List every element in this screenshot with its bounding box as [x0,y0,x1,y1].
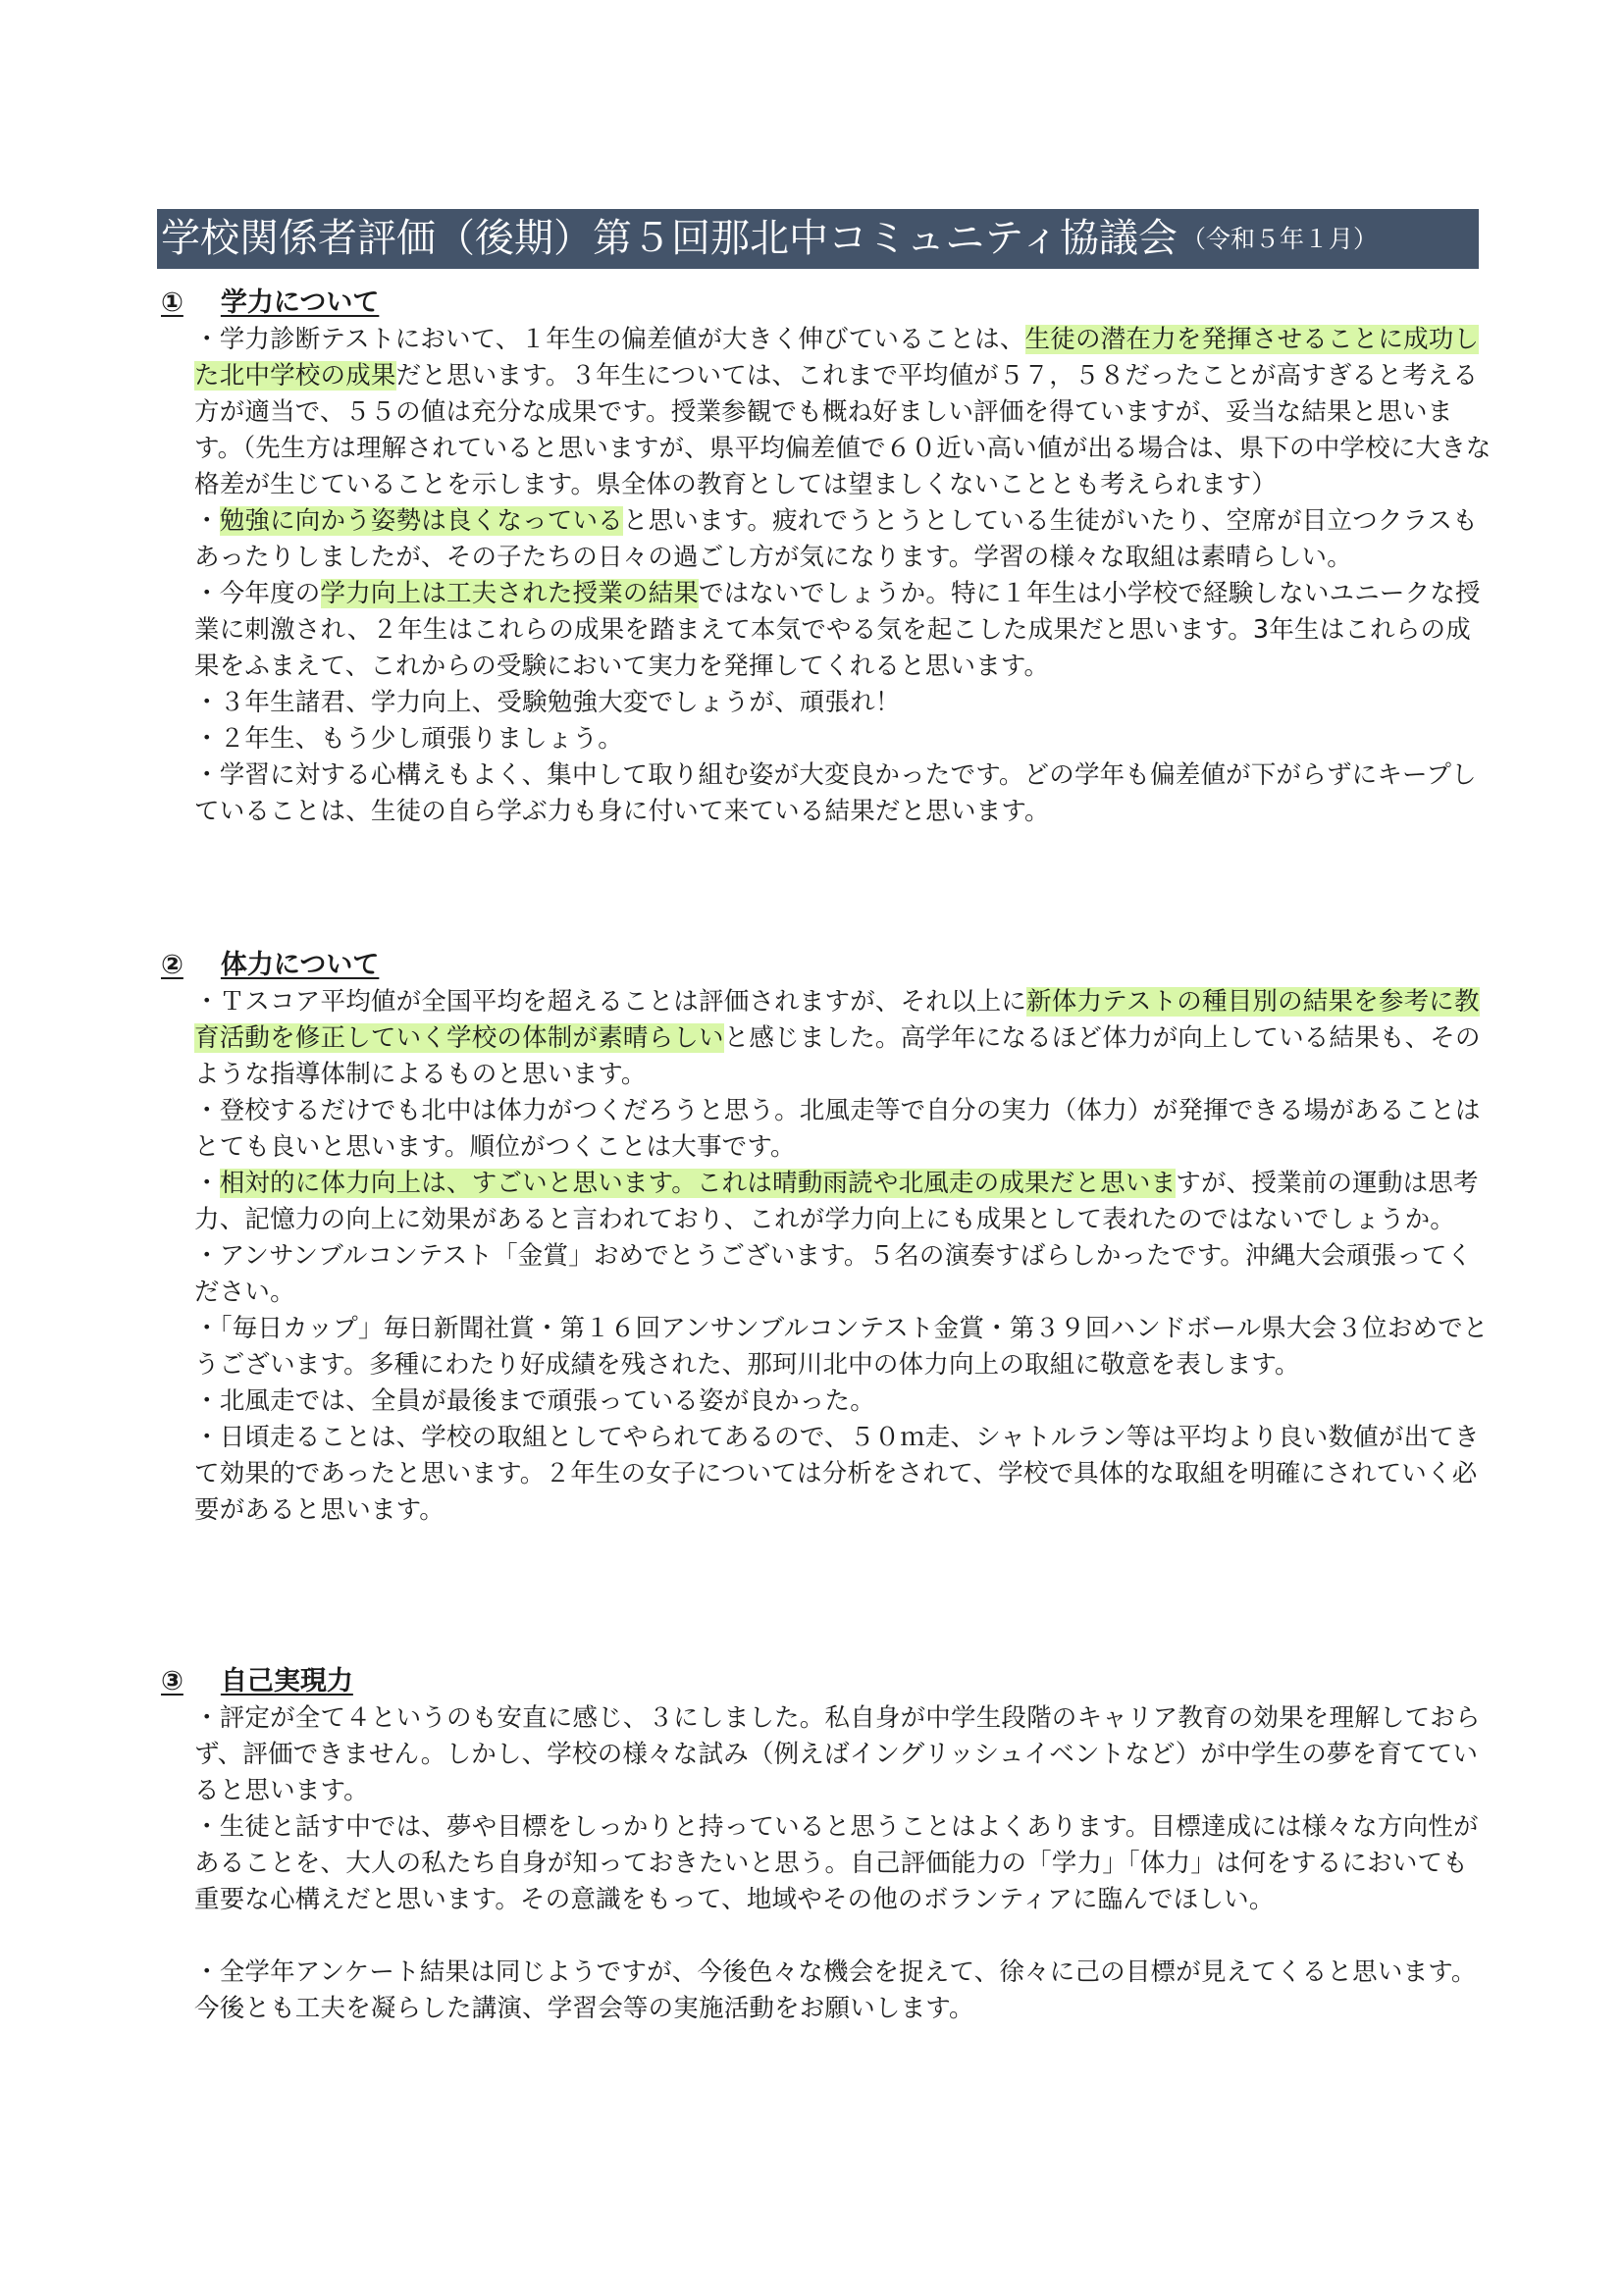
comment-text: ・アンサンブルコンテスト「金賞」おめでとうございます。５名の演奏すばらしかったです。沖縄大会頑張ってください。 [194,1241,1473,1307]
comment-item [157,757,1492,830]
comment-text: ・日頃走ることは、学校の取組としてやられてあるので、５０ｍ走、シャトルラン等は平均より良い数値が出てきて効果的であったと思います。２年生の女子については分析をされて、学校で具体的な取組を明確にされていく必要があると思います。 [194,1423,1480,1525]
comment-text: ・「毎日カップ」毎日新聞社賞・第１６回アンサンブルコンテスト金賞・第３９回ハンドボール県大会３位おめでとうございます。多種にわたり好成績を残された、那珂川北中の体力向上の取組に敬意を表します。 [194,1314,1489,1380]
comment-item [157,721,1492,757]
comment-list [157,1700,1492,2027]
comment-text: すが、授業前の運動は思考力、記憶力の向上に効果があると言われており、これが学力向上にも成果として表れたのではないでしょうか。 [194,1169,1479,1234]
highlighted-text: 勉強に向かう姿勢は良くなっている [219,506,623,536]
comment-list [157,984,1492,1529]
comment-text: ・Ｔスコア平均値が全国平均を超えることは評価されますが、それ以上に [194,987,1027,1017]
comment-item [157,576,1492,685]
comment-item [157,984,1492,1093]
comment-item [157,322,1492,503]
section-title: 学力について [220,287,380,318]
comment-item [157,503,1492,576]
comment-item [157,1166,1492,1238]
section-physical [157,947,1492,1529]
comment-text: ・今年度の [194,579,321,608]
comment-text: ・ [194,1169,220,1198]
comment-text: ・全学年アンケート結果は同じようですが、今後色々な機会を捉えて、徐々に己の目標が見えてくると思います。今後とも工夫を凝らした講演、学習会等の実施活動をお願いします。 [194,1957,1477,2023]
comment-item [157,1420,1492,1529]
comment-text: と思います。疲れでうとうとしている生徒がいたり、空席が目立つクラスもあったりしましたが、その子たちの日々の過ごし方が気になります。学習の様々な取組は素晴らしい。 [194,506,1478,572]
comment-item [157,1809,1492,1918]
comment-text: ・評定が全て４というのも安直に感じ、３にしました。私自身が中学生段階のキャリア教育の効果を理解しておらず、評価できません。しかし、学校の様々な試み（例えばイングリッシュイベントなど）が中学生の夢を育てていると思います。 [194,1703,1481,1805]
comment-text: ・２年生、もう少し頑張りましょう。 [194,724,623,754]
comment-text: ・登校するだけでも北中は体力がつくだろうと思う。北風走等で自分の実力（体力）が発揮できる場があることはとても良いと思います。順位がつくことは大事です。 [194,1096,1481,1162]
comment-item [157,685,1492,721]
section-academic [157,285,1492,830]
comment-item [157,1093,1492,1166]
comment-list [157,322,1492,830]
comment-text: ・３年生諸君、学力向上、受験勉強大変でしょうが、頑張れ！ [194,688,901,717]
comment-text: ・生徒と話す中では、夢や目標をしっかりと持っていると思うことはよくあります。目標達成には様々な方向性があることを、大人の私たち自身が知っておきたいと思う。自己評価能力の「学力」「体力」は何をするにおいても重要な心構えだと思います。その意識をもって、地域やその他のボランティアに臨んでほしい。 [194,1812,1479,1914]
section-number: ① [161,287,183,318]
section-number: ③ [161,1666,183,1696]
highlighted-text: 相対的に体力向上は、すごいと思います。これは晴動雨読や北風走の成果だと思いま [219,1169,1177,1198]
highlighted-text: 生徒の潜在力を発揮させることに成功した北中学校の成果 [194,325,1480,391]
comment-text: ではないでしょうか。特に１年生は小学校で経験しないユニークな授業に刺激され、２年生はこれらの成果を踏まえて本気でやる気を起こした成果だと思います。3年生はこれらの成果をふまえて、これからの受験において実力を発揮してくれると思います。 [194,579,1481,681]
comment-text: ・学習に対する心構えもよく、集中して取り組む姿が大変良かったです。どの学年も偏差値が下がらずにキープしていることは、生徒の自ら学ぶ力も身に付いて来ている結果だと思います。 [194,760,1477,826]
document-title-date: （令和５年１月） [1181,225,1379,253]
section-heading [157,1663,1492,1700]
comment-text: ・学力診断テストにおいて、１年生の偏差値が大きく伸びていることは、 [194,325,1025,354]
comment-item [157,1238,1492,1311]
comment-text: と感じました。高学年になるほど体力が向上している結果も、そのような指導体制によるものと思います。 [194,1023,1481,1089]
section-self-realization [157,1663,1492,2027]
comment-text: ・ [194,506,220,536]
section-title: 自己実現力 [220,1666,353,1696]
section-number: ② [161,950,183,980]
comment-text: ・北風走では、全員が最後まで頑張っている姿が良かった。 [194,1386,875,1416]
comment-item [157,1700,1492,1809]
comment-item [157,1383,1492,1420]
comment-item [157,1311,1492,1383]
section-heading [157,947,1492,984]
section-heading [157,285,1492,322]
highlighted-text: 学力向上は工夫された授業の結果 [320,579,700,608]
section-title: 体力について [220,950,380,980]
comment-text: だと思います。３年生については、これまで平均値が５７，５８だったことが高すぎると考える方が適当で、５５の値は充分な成果です。授業参観でも概ね好ましい評価を得ていますが、妥当な結果と思います。（先生方は理解されていると思いますが、県平均偏差値で６０近い高い値が出る場合は、県下の中学校に大きな格差が生じていることを示します。県全体の教育としては望ましくないこととも考えられます） [194,361,1492,499]
comment-item [157,1955,1492,2027]
document-title: 学校関係者評価（後期）第５回那北中コミュニティ協議会 [161,216,1178,261]
document-title-bar [157,209,1479,269]
highlighted-text: 新体力テストの種目別の結果を参考に教育活動を修正していく学校の体制が素晴らしい [194,987,1480,1053]
